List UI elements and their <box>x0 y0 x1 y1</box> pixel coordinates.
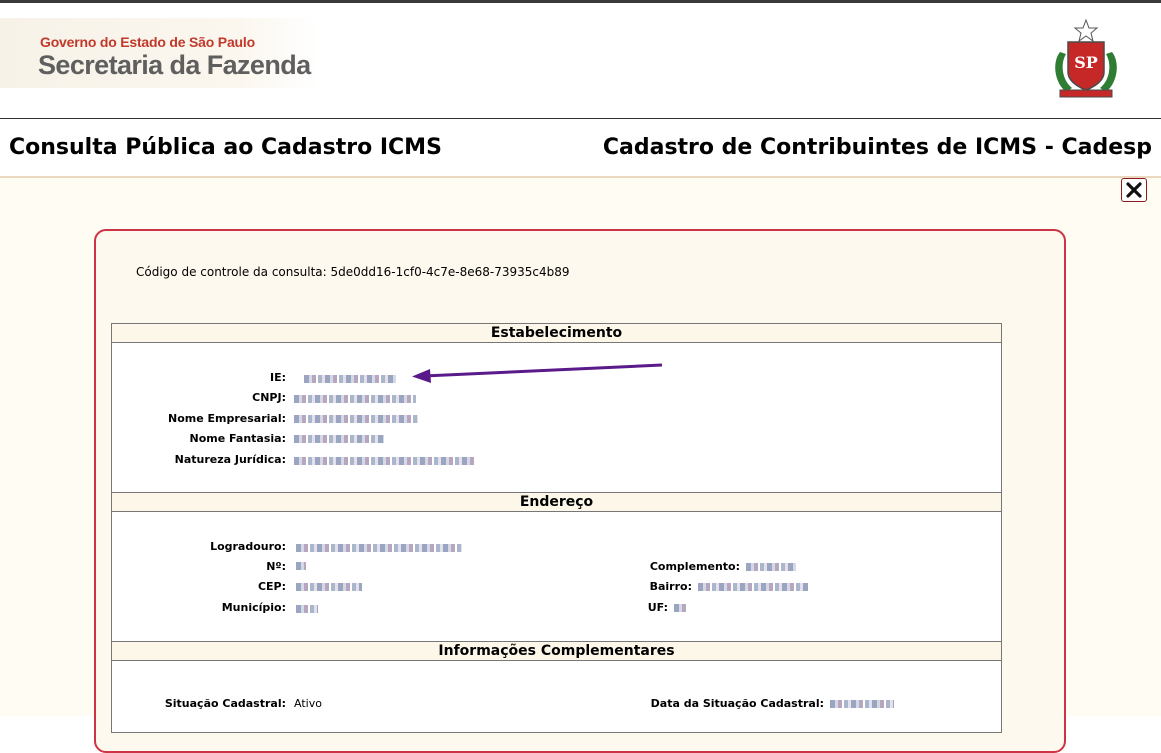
label-nome-fantasia: Nome Fantasia: <box>189 432 286 445</box>
label-natureza-juridica: Natureza Jurídica: <box>174 453 286 466</box>
coat-sp-text: SP <box>1074 53 1098 72</box>
label-cnpj: CNPJ: <box>252 391 286 404</box>
cnpj-value-redacted <box>294 395 416 403</box>
section-title-endereco: Endereço <box>112 493 1001 512</box>
complemento-value-redacted <box>746 563 796 571</box>
ie-value-redacted <box>304 375 396 383</box>
data-situacao-value-redacted <box>830 700 894 708</box>
label-bairro: Bairro: <box>649 580 692 593</box>
label-situacao-cadastral: Situação Cadastral: <box>164 697 286 710</box>
logradouro-value-redacted <box>296 544 462 552</box>
section-title-informacoes: Informações Complementares <box>112 642 1001 661</box>
sp-coat-of-arms-icon <box>1046 18 1126 102</box>
municipio-value-redacted <box>296 605 318 613</box>
logo-secretaria-line: Secretaria da Fazenda <box>38 50 311 80</box>
logo-government-line: Governo do Estado de São Paulo <box>40 34 255 50</box>
cep-value-redacted <box>296 583 362 591</box>
system-title: Cadastro de Contribuintes de ICMS - Cadesp <box>602 135 1152 160</box>
label-uf: UF: <box>647 601 668 614</box>
section-informacoes-complementares <box>111 641 1002 733</box>
nome-empresarial-value-redacted <box>294 415 418 423</box>
control-code-label: Código de controle da consulta: <box>136 265 327 279</box>
annotation-arrow <box>410 357 670 387</box>
page-title: Consulta Pública ao Cadastro ICMS <box>9 135 442 160</box>
uf-value-redacted <box>674 604 686 612</box>
label-ie: IE: <box>269 371 286 384</box>
control-code <box>136 265 570 279</box>
close-button[interactable] <box>1121 178 1147 202</box>
natureza-juridica-value-redacted <box>294 457 474 465</box>
situacao-cadastral-value: Ativo <box>294 697 322 710</box>
label-data-situacao: Data da Situação Cadastral: <box>650 697 824 710</box>
label-numero: Nº: <box>266 560 286 573</box>
numero-value-redacted <box>296 562 306 570</box>
nome-fantasia-value-redacted <box>294 435 384 443</box>
content-divider <box>0 176 1161 178</box>
section-estabelecimento <box>111 323 1002 495</box>
label-municipio: Município: <box>221 601 286 614</box>
label-logradouro: Logradouro: <box>210 540 286 553</box>
label-nome-empresarial: Nome Empresarial: <box>167 412 286 425</box>
label-cep: CEP: <box>257 580 286 593</box>
control-code-value: 5de0dd16-1cf0-4c7e-8e68-73935c4b89 <box>330 265 570 279</box>
close-x-icon <box>1126 182 1142 198</box>
title-bar <box>0 118 1161 177</box>
label-complemento: Complemento: <box>649 560 740 573</box>
bairro-value-redacted <box>698 583 808 591</box>
section-title-estabelecimento: Estabelecimento <box>112 324 1001 343</box>
